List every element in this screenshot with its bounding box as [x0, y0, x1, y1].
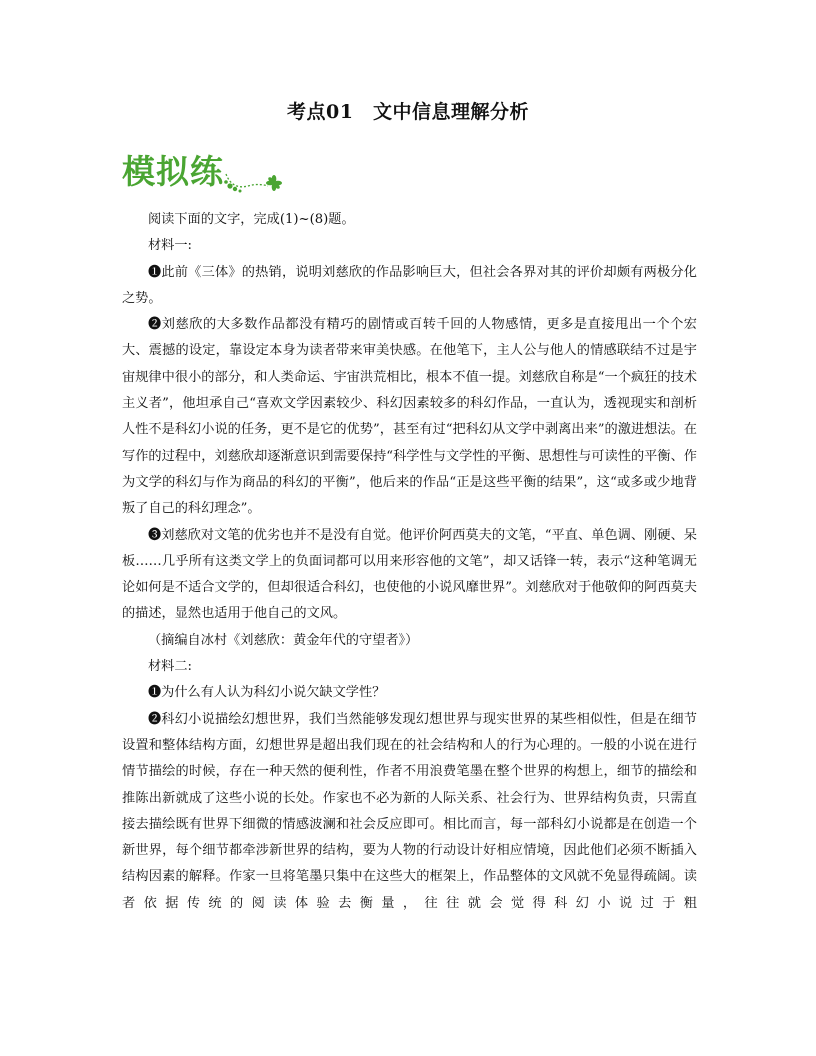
article-body: [122, 207, 697, 917]
logo-text: 模拟练: [122, 152, 224, 191]
clover-swirl-icon: [122, 146, 292, 196]
material-two-heading: 材料二:: [148, 659, 193, 675]
material-one-para-3: ❸刘慈欣对文笔的优劣也并不是没有自觉。他评价阿西莫夫的文笔，“平直、单色调、刚硬、呆板……几乎所有这类文学上的负面词都可以用来形容他的文笔”，却又话锋一转，表示“这种笔调无论如何是不适合文学的，但却很适合科幻，也使他的小说风靡世界”。刘慈欣对于他敬仰的阿西莫夫的描述，显然也适用于他自己的文风。: [122, 527, 697, 622]
instruction-text: 阅读下面的文字，完成(1)~(8)题。: [148, 212, 355, 227]
material-two-para-2: ❷科幻小说描绘幻想世界，我们当然能够发现幻想世界与现实世界的某些相似性，但是在细节设置和整体结构方面，幻想世界是超出我们现在的社会结构和人的行为心理的。一般的小说在进行情节描绘的时候，存在一种天然的便利性，作者不用浪费笔墨在整个世界的构想上，细节的描绘和推陈出新就成了这些小说的长处。作家也不必为新的人际关系、社会行为、世界结构负责，只需直接去描绘既有世界下细微的情感波澜和社会反应即可。相比而言，每一部科幻小说都是在创造一个新世界，每个细节都牵涉新世界的结构，要为人物的行动设计好相应情境，因此他们必须不断插入结构因素的解释。作家一旦将笔墨只集中在这些大的框架上，作品整体的文风就不免显得疏阔。读者依据传统的阅读体验去衡量，往往就会觉得科幻小说过于粗: [122, 711, 697, 911]
material-two-para-1: ❶为什么有人认为科幻小说欠缺文学性？: [148, 685, 386, 701]
material-one-para-2: ❷刘慈欣的大多数作品都没有精巧的剧情或百转千回的人物感情，更多是直接甩出一个个宏大、震撼的设定，靠设定本身为读者带来审美快感。在他笔下，主人公与他人的情感联结不过是宇宙规律中很小的部分，和人类命运、宇宙洪荒相比，根本不值一提。刘慈欣自称是“一个疯狂的技术主义者”，他坦承自己“喜欢文学因素较少、科幻因素较多的科幻作品，一直认为，透视现实和剖析人性不是科幻小说的任务，更不是它的优势”，甚至有过“把科幻从文学中剥离出来”的激进想法。在写作的过程中，刘慈欣却逐渐意识到需要保持“科学性与文学性的平衡、思想性与可读性的平衡、作为文学的科幻与作为商品的科幻的平衡”，他后来的作品“正是这些平衡的结果”，这“或多或少地背叛了自己的科幻理念”。: [122, 317, 697, 517]
material-one-para-1: ❶此前《三体》的热销，说明刘慈欣的作品影响巨大，但社会各界对其的评价却颇有两极分化之势。: [122, 264, 697, 306]
source-citation: （摘编自冰村《刘慈欣：黄金年代的守望者》）: [148, 632, 419, 648]
mock-practice-logo: [122, 146, 292, 196]
material-one-heading: 材料一:: [148, 238, 193, 254]
page-title: 考点01 文中信息理解分析: [287, 101, 529, 123]
